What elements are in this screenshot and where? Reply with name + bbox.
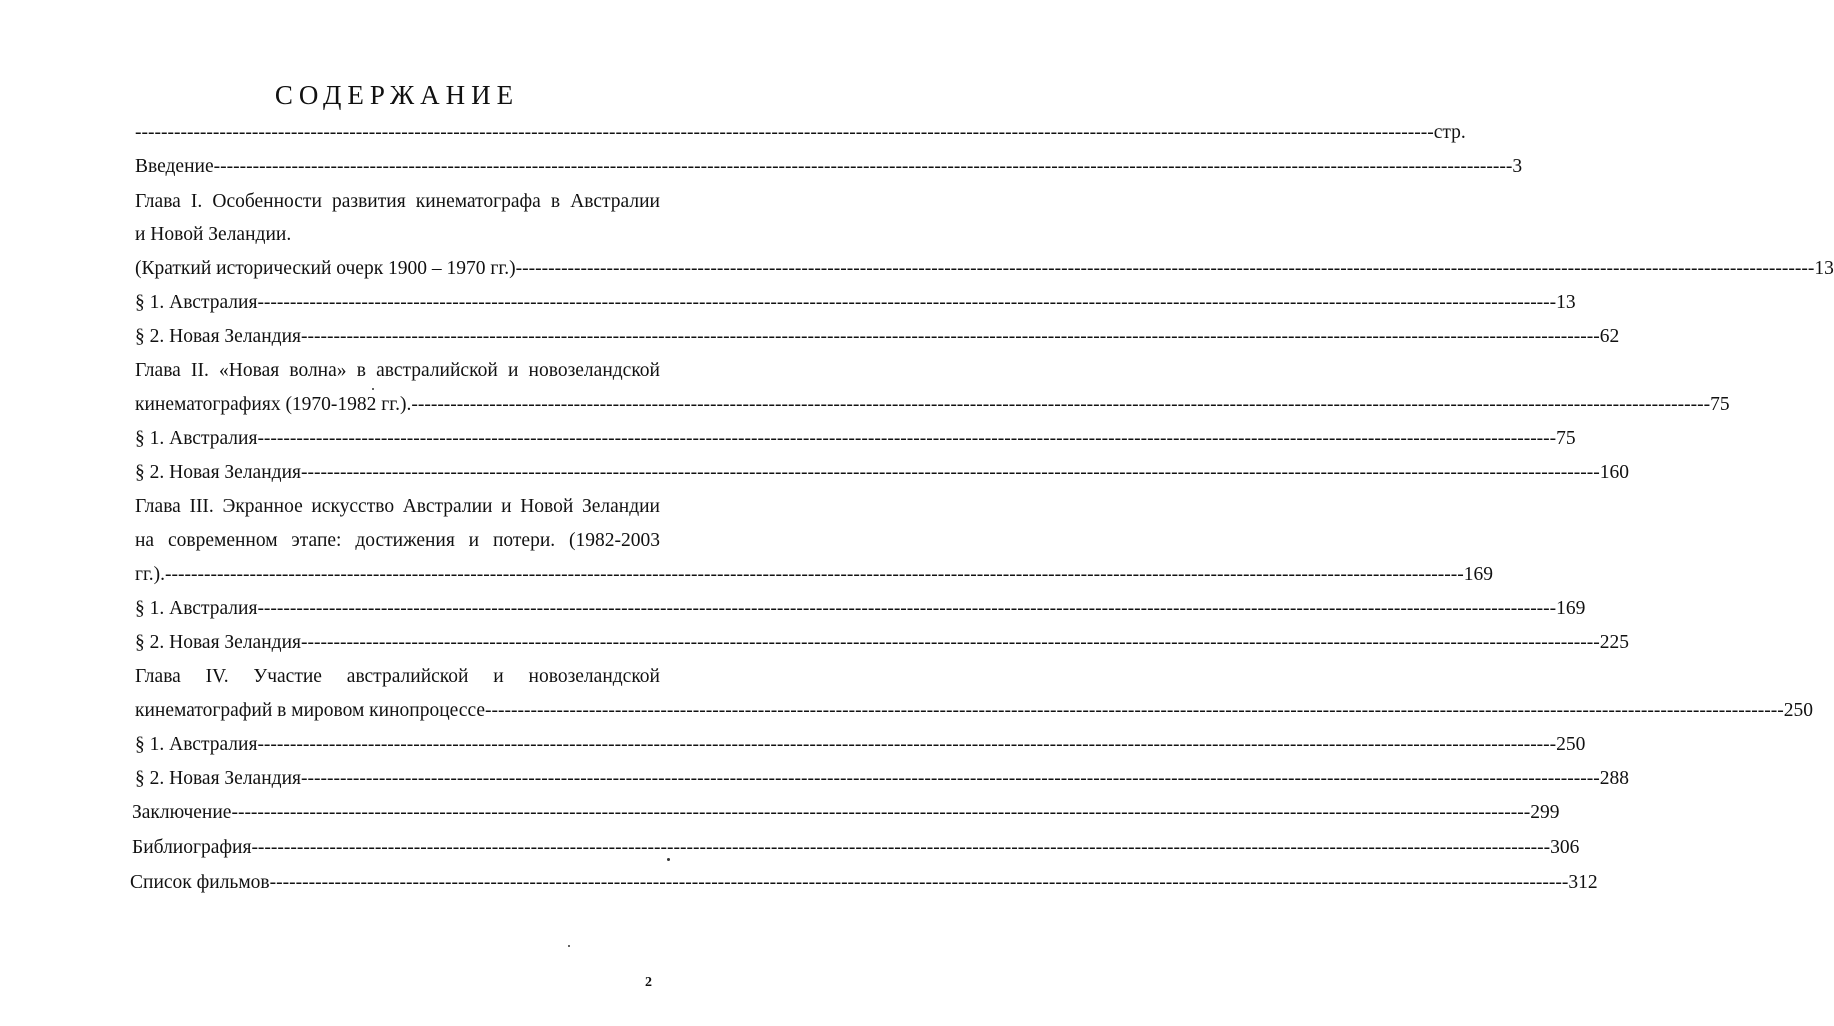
leader-dots: -------------------------------------------------------------------------------------------------------------------------------------------------------------------------------------------------------- [257, 598, 1557, 619]
toc-entry-text: кинематографиях (1970-1982 гг.). [135, 394, 412, 415]
toc-entry-page: 306 [1550, 837, 1580, 858]
toc-entry-page: 250 [1783, 700, 1813, 721]
toc-entry [135, 322, 1620, 352]
toc-entry-page: 13 [1814, 258, 1834, 279]
toc-entry-page: 312 [1568, 872, 1598, 893]
toc-entry [135, 730, 1586, 760]
toc-entry [135, 458, 1629, 488]
leader-dots: -------------------------------------------------------------------------------------------------------------------------------------------------------------------------------------------------------- [411, 394, 1711, 415]
toc-entry [135, 492, 660, 522]
toc-entry-page: 169 [1556, 598, 1586, 619]
toc-entry [135, 628, 1629, 658]
toc-entry-page: 225 [1599, 632, 1629, 653]
toc-entry-text: § 2. Новая Зеландия [135, 632, 301, 653]
toc-entry-text: (Краткий исторический очерк 1900 – 1970 гг.) [135, 258, 516, 279]
page-title: СОДЕРЖАНИЕ [274, 80, 520, 110]
toc-entry-text: Заключение [132, 802, 232, 823]
toc-entry [135, 424, 1576, 454]
leader-dots: -------------------------------------------------------------------------------------------------------------------------------------------------------------------------------------------------------- [231, 802, 1531, 823]
toc-entry-text: § 2. Новая Зеландия [135, 462, 301, 483]
leader-dots: -------------------------------------------------------------------------------------------------------------------------------------------------------------------------------------------------------- [257, 734, 1557, 755]
toc-entry [130, 868, 1598, 898]
scan-speck [667, 858, 670, 861]
toc-entry [135, 254, 1834, 284]
toc-entry [132, 833, 1580, 863]
toc-entry-page: 160 [1599, 462, 1629, 483]
leader-dots: -------------------------------------------------------------------------------------------------------------------------------------------------------------------------------------------------------- [300, 768, 1600, 789]
toc-entry-text: гг.). [135, 564, 166, 585]
scan-speck [568, 945, 570, 947]
toc-entry-text: Введение [135, 156, 214, 177]
toc-entry-text: § 1. Австралия [135, 292, 258, 313]
toc-entry-text: § 2. Новая Зеландия [135, 768, 301, 789]
toc-entry-text: § 1. Австралия [135, 428, 258, 449]
toc-entry-page: 75 [1710, 394, 1730, 415]
leader-dots: -------------------------------------------------------------------------------------------------------------------------------------------------------------------------------------------------------- [269, 872, 1569, 893]
toc-entry-text: Библиография [132, 837, 252, 858]
toc-entry-text: и Новой Зеландии. [135, 224, 292, 245]
toc-entry-text: Список фильмов [130, 872, 270, 893]
toc-entry [135, 526, 660, 556]
scan-speck [372, 388, 374, 390]
leader-dots: -------------------------------------------------------------------------------------------------------------------------------------------------------------------------------------------------------- [300, 462, 1600, 483]
toc-entry-text: § 1. Австралия [135, 598, 258, 619]
toc-entry [135, 560, 1494, 590]
leader-dots: -------------------------------------------------------------------------------------------------------------------------------------------------------------------------------------------------------- [515, 258, 1815, 279]
toc-entry [132, 798, 1560, 828]
toc-entry-text: § 1. Австралия [135, 734, 258, 755]
toc-entry [135, 390, 1730, 420]
toc-entry-page: 299 [1530, 802, 1560, 823]
toc-entry-text: Глава III. Экранное искусство Австралии и Новой Зеландии [135, 496, 660, 517]
leader-dots: -------------------------------------------------------------------------------------------------------------------------------------------------------------------------------------------------------- [165, 564, 1464, 585]
leader-dots: -------------------------------------------------------------------------------------------------------------------------------------------------------------------------------------------------------- [257, 292, 1557, 313]
toc-header-row [135, 118, 1466, 148]
leader-dots: -------------------------------------------------------------------------------------------------------------------------------------------------------------------------------------------------------- [300, 326, 1600, 347]
toc-entry-text: Глава IV. Участие австралийской и новозеландской [135, 666, 660, 687]
toc-entry-page: 250 [1556, 734, 1586, 755]
leader-dots: -------------------------------------------------------------------------------------------------------------------------------------------------------------------------------------------------------- [251, 837, 1551, 858]
toc-entry-text: на современном этапе: достижения и потери. (1982-2003 [135, 530, 660, 551]
toc-entry-text: Глава I. Особенности развития кинематографа в Австралии [135, 191, 660, 212]
toc-entry [135, 356, 660, 386]
leader-dots: -------------------------------------------------------------------------------------------------------------------------------------------------------------------------------------------------------- [300, 632, 1600, 653]
leader-dots: -------------------------------------------------------------------------------------------------------------------------------------------------------------------------------------------------------- [257, 428, 1557, 449]
leader-dots: -------------------------------------------------------------------------------------------------------------------------------------------------------------------------------------------------------- [213, 156, 1513, 177]
toc-entry [135, 696, 1813, 726]
toc-entry [135, 594, 1586, 624]
toc-entry-text: Глава II. «Новая волна» в австралийской и новозеландской [135, 360, 660, 381]
toc-entry [135, 764, 1629, 794]
toc-entry-page: 62 [1599, 326, 1620, 347]
toc-entry [135, 152, 1523, 182]
toc-entry-page: 13 [1556, 292, 1576, 313]
toc-entry [135, 220, 660, 250]
toc-entry [135, 187, 660, 217]
toc-entry [135, 662, 660, 692]
toc-entry-text: § 2. Новая Зеландия [135, 326, 301, 347]
toc-entry-text: кинематографий в мировом кинопроцессе [135, 700, 485, 721]
leader-dots: -------------------------------------------------------------------------------------------------------------------------------------------------------------------------------------------------------- [135, 122, 1434, 143]
toc-header-page-label: стр. [1433, 122, 1466, 143]
toc-entry-page: 169 [1463, 564, 1494, 585]
toc-entry-page: 75 [1556, 428, 1576, 449]
leader-dots: -------------------------------------------------------------------------------------------------------------------------------------------------------------------------------------------------------- [485, 700, 1784, 721]
toc-entry [135, 288, 1576, 318]
toc-entry-page: 288 [1599, 768, 1629, 789]
page-number: 2 [645, 975, 652, 990]
toc-entry-page: 3 [1512, 156, 1523, 177]
